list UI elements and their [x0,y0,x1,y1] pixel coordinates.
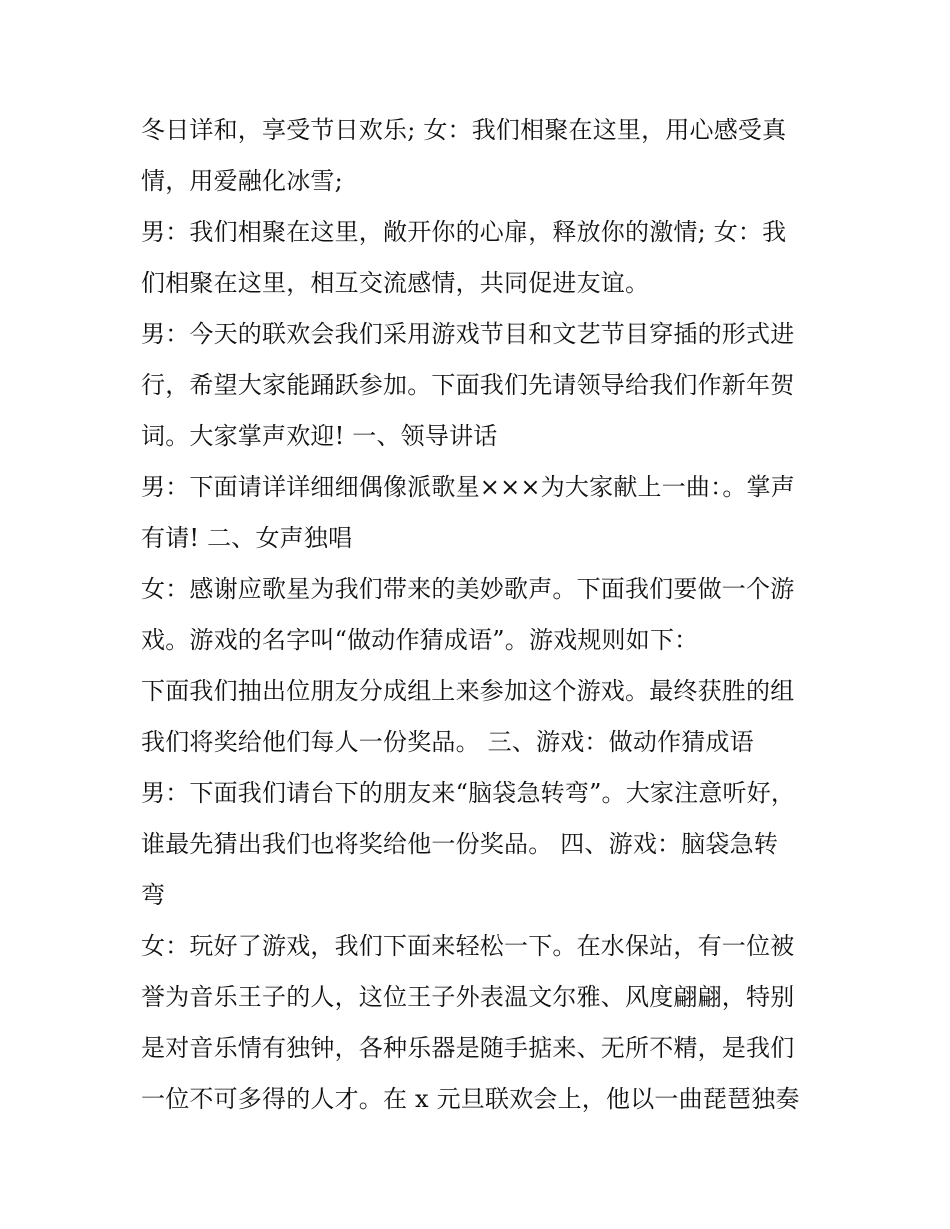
text-line: 男：今天的联欢会我们采用游戏节目和文艺节目穿插的形式进 [141,320,795,348]
text-line: 弯 [141,881,166,909]
text-line: 有请! 二、女声独唱 [141,524,353,552]
text-line: 我们将奖给他们每人一份奖品。 三、游戏：做动作猜成语 [141,728,754,756]
text-line: 谁最先猜出我们也将奖给他一份奖品。 四、游戏：脑袋急转 [141,830,779,858]
text-line: 下面我们抽出位朋友分成组上来参加这个游戏。最终获胜的组 [141,677,795,705]
text-line: 男：下面我们请台下的朋友来“脑袋急转弯”。大家注意听好， [141,779,796,807]
text-line: 男：下面请详详细细偶像派歌星×××为大家献上一曲：。掌声 [141,473,795,501]
text-line: 词。大家掌声欢迎! 一、领导讲话 [141,422,498,450]
text-line: 女：玩好了游戏，我们下面来轻松一下。在水保站，有一位被 [141,932,795,960]
text-line: 冬日详和，享受节日欢乐; 女：我们相聚在这里，用心感受真 [141,116,787,144]
text-line: 是对音乐情有独钟，各种乐器是随手掂来、无所不精，是我们 [141,1034,795,1062]
text-line: 情，用爱融化冰雪; [141,167,343,195]
text-line: 誉为音乐王子的人，这位王子外表温文尔雅、风度翩翩，特别 [141,983,795,1011]
document-body [141,110,821,1130]
text-line: 行，希望大家能踊跃参加。下面我们先请领导给我们作新年贺 [141,371,795,399]
text-line: 戏。游戏的名字叫“做动作猜成语”。游戏规则如下： [141,626,699,654]
text-line: 一位不可多得的人才。在 x 元旦联欢会上，他以一曲琵琶独奏 [141,1085,800,1113]
text-line: 女：感谢应歌星为我们带来的美妙歌声。下面我们要做一个游 [141,575,795,603]
text-line: 男：我们相聚在这里，敞开你的心扉，释放你的激情; 女：我 [141,218,787,246]
text-line: 们相聚在这里，相互交流感情，共同促进友谊。 [141,269,650,297]
